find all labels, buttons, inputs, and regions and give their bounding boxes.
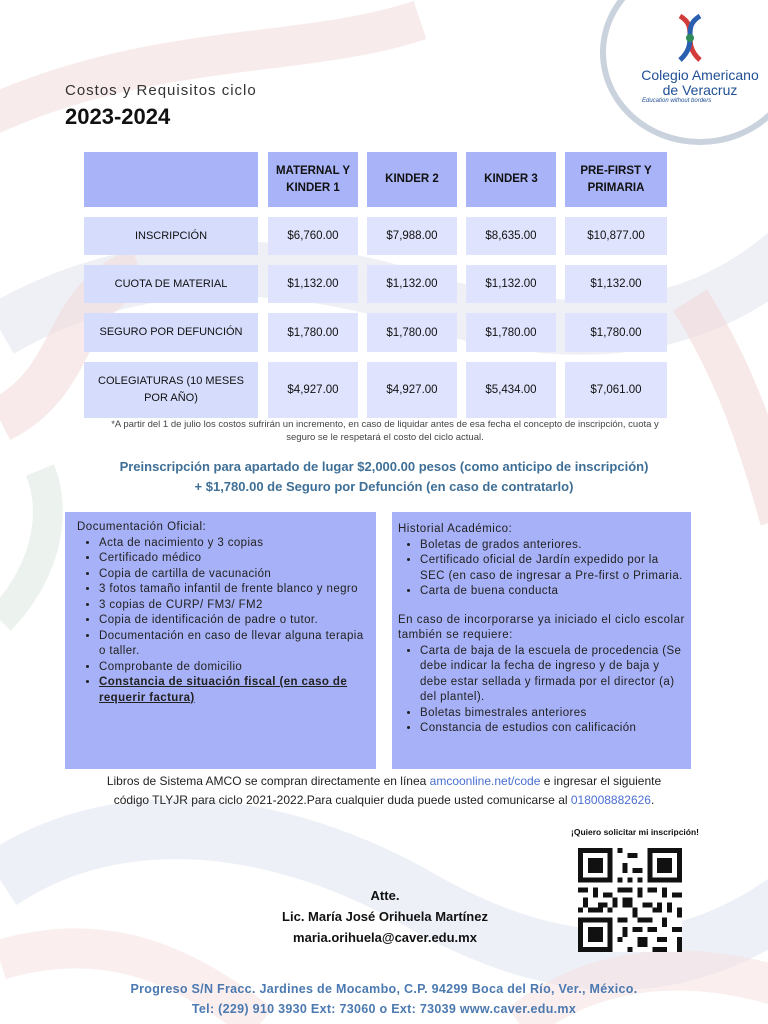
signature-atte: Atte.	[370, 888, 400, 903]
preregistration-notice	[40, 457, 728, 497]
table-cell: $10,877.00	[565, 217, 667, 255]
table-header-maternal: MATERNAL Y KINDER 1	[268, 152, 358, 207]
table-cell: $7,988.00	[367, 217, 457, 255]
amco-link[interactable]: amcoonline.net/code	[429, 774, 541, 788]
footer	[40, 979, 728, 1019]
preregistration-line1: Preinscripción para apartado de lugar $2,000.00 pesos (como anticipo de inscripción)	[119, 459, 649, 474]
list-item: • Carta de baja de la escuela de procedencia (Se debe indicar la fecha de ingreso y de baja y debe estar sellada y firmada por el director (a) del plantel).	[420, 644, 685, 706]
academic-history-title: Historial Académico:	[398, 523, 513, 535]
list-item: • Documentación en caso de llevar alguna terapia o taller.	[99, 629, 364, 660]
list-item: • Acta de nacimiento y 3 copias	[99, 536, 364, 552]
academic-history-list	[398, 538, 685, 600]
row-label-colegiaturas: COLEGIATURAS (10 MESES POR AÑO)	[84, 362, 258, 418]
row-label-cuota: CUOTA DE MATERIAL	[84, 265, 258, 303]
table-cell: $1,132.00	[565, 265, 667, 303]
official-documents-list	[77, 536, 364, 707]
list-item: • Constancia de estudios con calificación	[420, 721, 685, 737]
signature-email[interactable]: maria.orihuela@caver.edu.mx	[293, 930, 477, 945]
logo-name-line1: Colegio Americano	[641, 67, 759, 83]
amco-text2: e ingresar el siguiente código TLYJR para ciclo 2021-2022.Para cualquier duda puede usted comunicarse al	[113, 774, 662, 807]
table-cell: $1,132.00	[268, 265, 358, 303]
amco-phone-link[interactable]: 018008882626	[570, 793, 651, 807]
logo-tagline: Education without borders	[642, 98, 712, 104]
signature-block	[225, 885, 545, 948]
row-label-seguro: SEGURO POR DEFUNCIÓN	[84, 313, 258, 352]
table-header-corner	[84, 152, 258, 207]
list-item: • Copia de identificación de padre o tutor.	[99, 613, 364, 629]
list-item: • Boletas bimestrales anteriores	[420, 706, 685, 722]
list-item: • Boletas de grados anteriores.	[420, 538, 685, 554]
footer-address: Progreso S/N Fracc. Jardines de Mocambo, C.P. 94299 Boca del Río, Ver., México.	[130, 982, 638, 996]
official-documents-box	[65, 512, 376, 769]
transfer-list	[398, 644, 685, 737]
list-item: • Certificado oficial de Jardín expedido por la SEC (en caso de ingresar a Pre-first o Primaria.	[420, 553, 685, 584]
amco-text3: .	[650, 793, 655, 807]
table-header-kinder2: KINDER 2	[367, 152, 457, 207]
list-item: • Comprobante de domicilio	[99, 660, 364, 676]
table-header-primaria: PRE-FIRST Y PRIMARIA	[565, 152, 667, 207]
preregistration-line2: + $1,780.00 de Seguro por Defunción (en caso de contratarlo)	[194, 479, 574, 494]
signature-name: Lic. María José Orihuela Martínez	[282, 909, 488, 924]
table-cell: $7,061.00	[565, 362, 667, 418]
table-cell: $4,927.00	[268, 362, 358, 418]
page-subtitle: Costos y Requisitos ciclo	[65, 82, 257, 99]
table-cell: $5,434.00	[466, 362, 556, 418]
table-cell: $4,927.00	[367, 362, 457, 418]
table-cell: $1,780.00	[268, 313, 358, 352]
table-cell: $1,780.00	[367, 313, 457, 352]
qr-code[interactable]	[578, 848, 682, 952]
page-title: 2023-2024	[65, 104, 171, 129]
list-item: • Copia de cartilla de vacunación	[99, 567, 364, 583]
footer-contact: Tel: (229) 910 3930 Ext: 73060 o Ext: 73039 www.caver.edu.mx	[191, 1002, 577, 1016]
academic-history-box	[392, 512, 691, 769]
row-label-inscripcion: INSCRIPCIÓN	[84, 217, 258, 255]
logo-name-line2: de Veracruz	[662, 82, 738, 98]
qr-caption: ¡Quiero solicitar mi inscripción!	[571, 827, 699, 837]
price-increase-note: *A partir del 1 de julio los costos sufrirán un incremento, en caso de liquidar antes de esa fecha el concepto de inscripción, cuota y seguro se le respetará el costo del ciclo actual.	[111, 419, 659, 443]
table-cell: $1,132.00	[466, 265, 556, 303]
amco-text1: Libros de Sistema AMCO se compran directamente en línea	[106, 774, 430, 788]
table-cell: $1,132.00	[367, 265, 457, 303]
list-item: • 3 copias de CURP/ FM3/ FM2	[99, 598, 364, 614]
table-cell: $6,760.00	[268, 217, 358, 255]
list-item: • 3 fotos tamaño infantil de frente blanco y negro	[99, 582, 364, 598]
table-header-kinder3: KINDER 3	[466, 152, 556, 207]
list-item-fiscal-constancy: • Constancia de situación fiscal (en caso de requerir factura)	[99, 675, 364, 706]
table-cell: $1,780.00	[466, 313, 556, 352]
table-cell: $8,635.00	[466, 217, 556, 255]
amco-books-info	[95, 772, 673, 810]
official-documents-title: Documentación Oficial:	[77, 521, 207, 533]
list-item: • Certificado médico	[99, 551, 364, 567]
transfer-intro: En caso de incorporarse ya iniciado el ciclo escolar también se requiere:	[398, 613, 685, 641]
table-cell: $1,780.00	[565, 313, 667, 352]
cost-table	[0, 0, 768, 420]
list-item: • Carta de buena conducta	[420, 584, 685, 600]
